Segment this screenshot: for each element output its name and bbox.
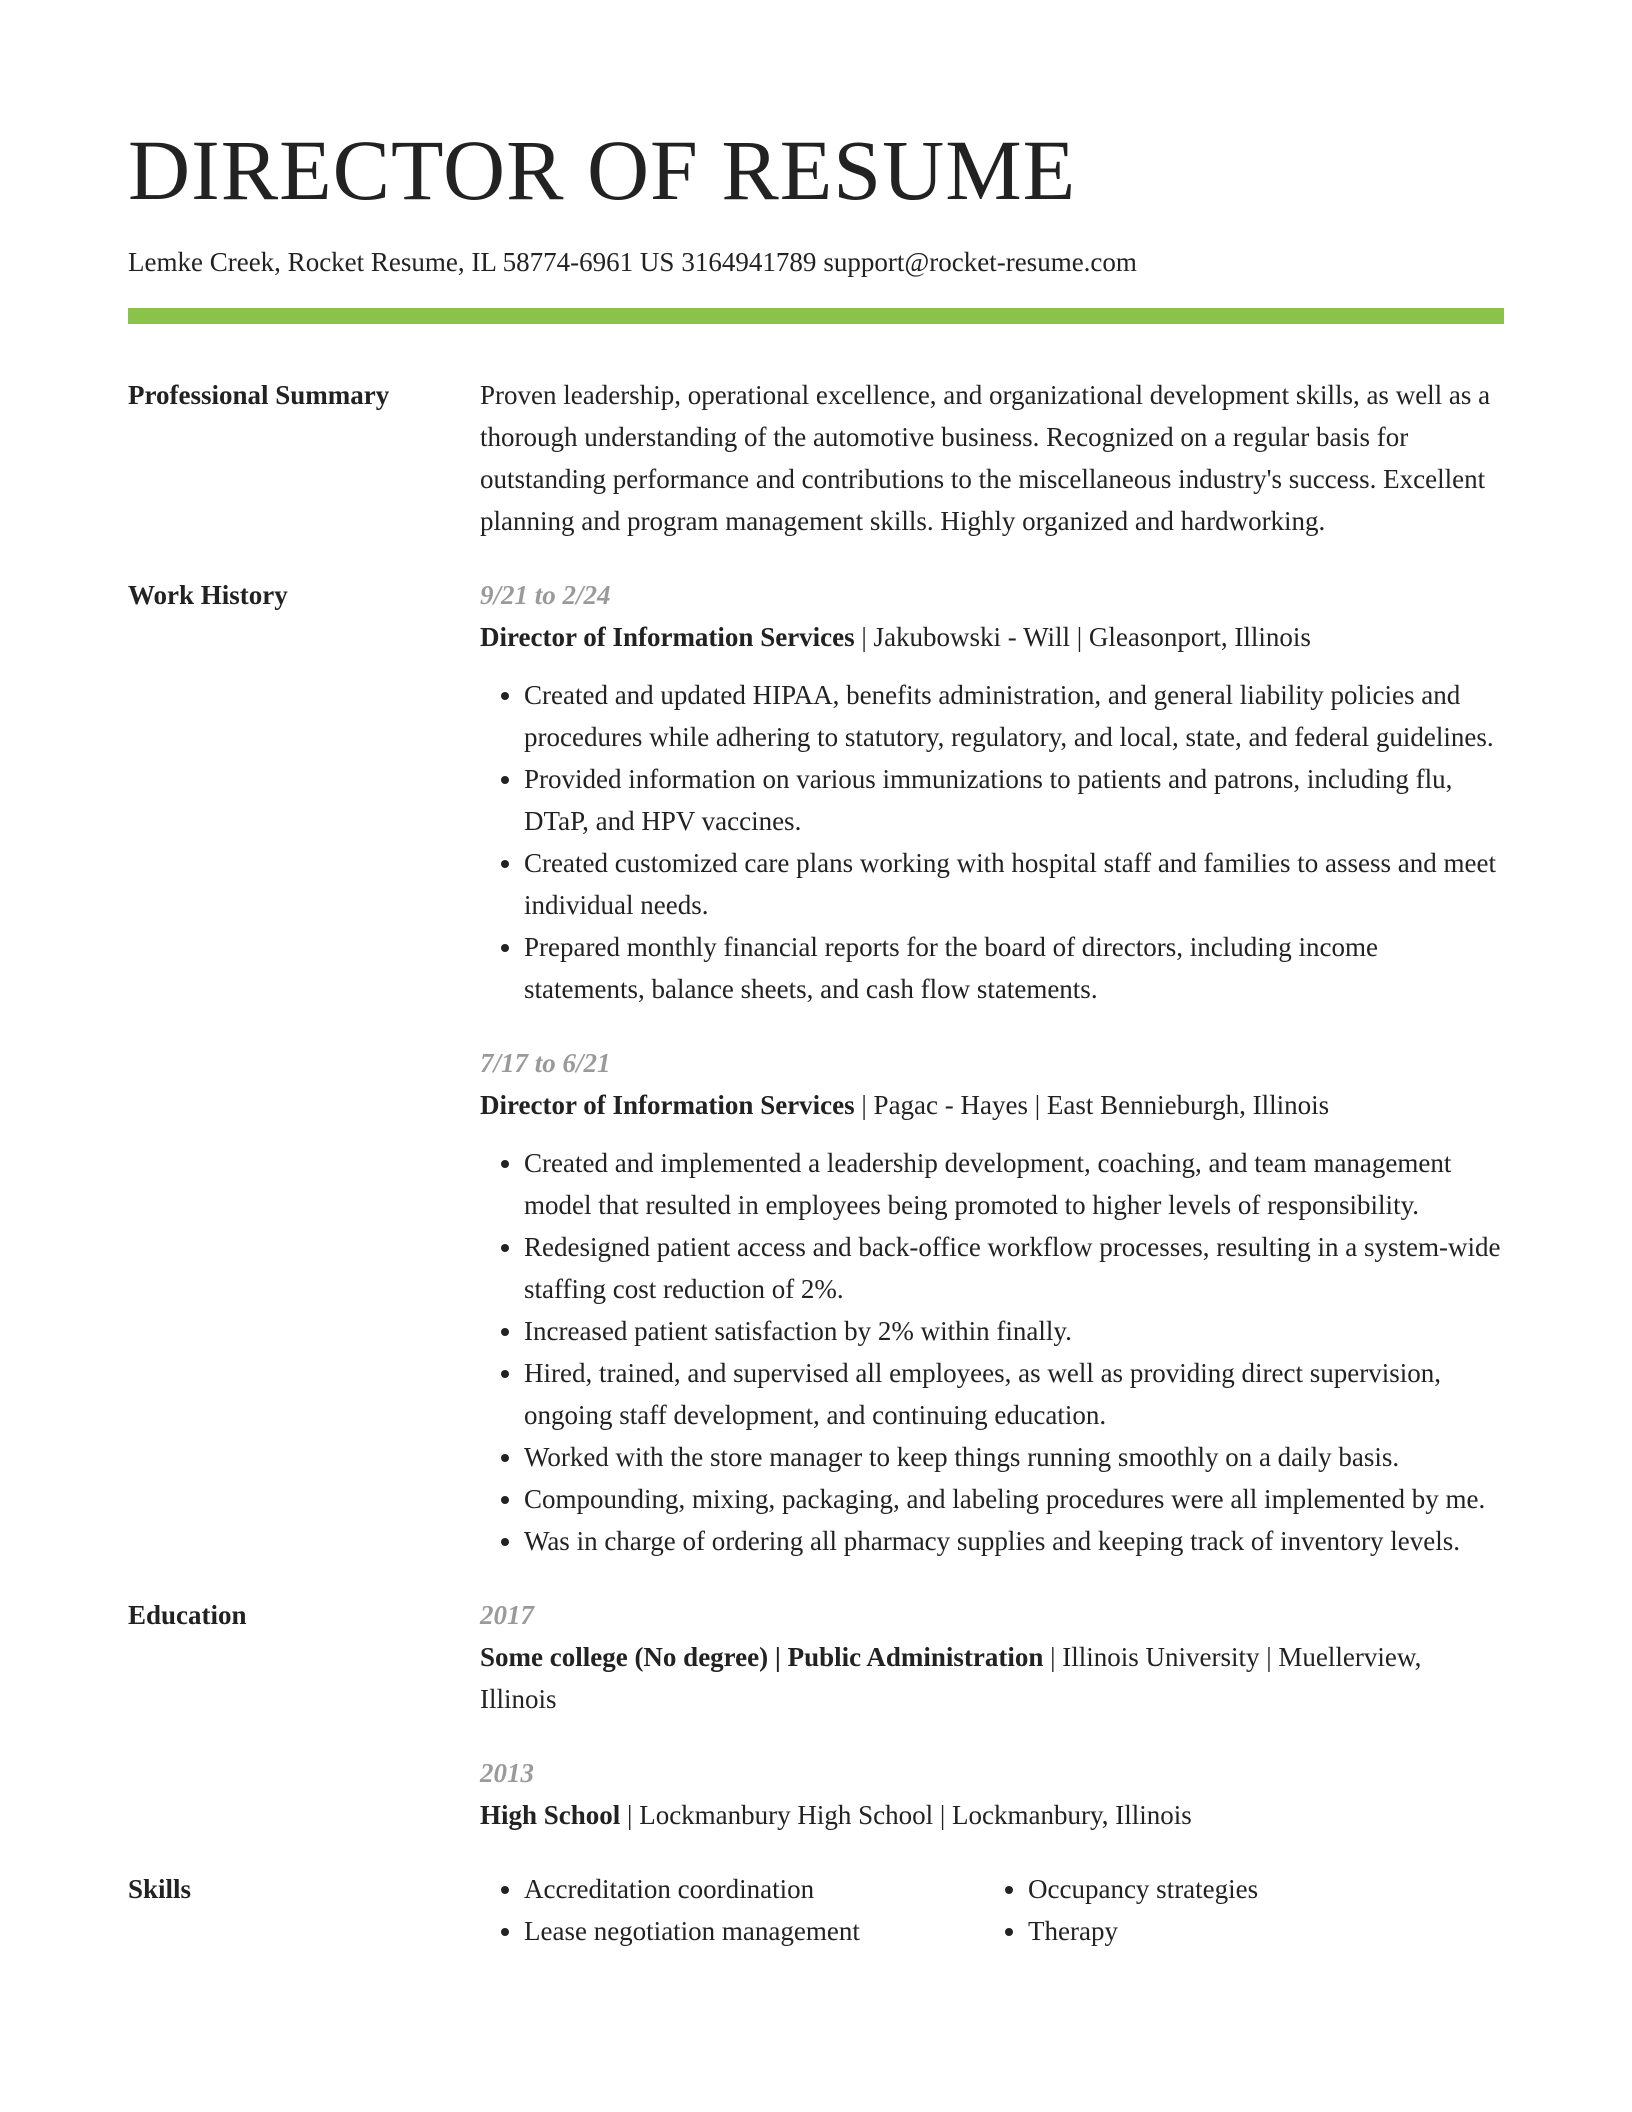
skills-body — [480, 1868, 1504, 1952]
skills-list-right — [984, 1868, 1488, 1952]
job-bullet: • Was in charge of ordering all pharmacy supplies and keeping track of inventory levels. — [524, 1520, 1504, 1562]
skills-section — [128, 1868, 1504, 1952]
resume-page — [128, 0, 1504, 1952]
job-bullet: • Provided information on various immunizations to patients and patrons, including flu, DTaP, and HPV vaccines. — [524, 758, 1504, 842]
contact-phone: 3164941789 — [681, 247, 817, 277]
job-bullet: • Prepared monthly financial reports for the board of directors, including income statements, balance sheets, and cash flow statements. — [524, 926, 1504, 1010]
education-entry — [480, 1752, 1504, 1836]
education-line — [480, 1636, 1504, 1720]
job-role-line — [480, 1084, 1504, 1126]
job-dates: 7/17 to 6/21 — [480, 1048, 611, 1078]
skills-list-left — [480, 1868, 984, 1952]
job-bullet: • Hired, trained, and supervised all employees, as well as providing direct supervision, ongoing staff development, and continuing education. — [524, 1352, 1504, 1436]
education-entry — [480, 1594, 1504, 1720]
contact-address: Lemke Creek, Rocket Resume, IL 58774-6961 US — [128, 247, 675, 277]
job-title: Director of Information Services — [480, 622, 855, 652]
job-bullet: • Created and updated HIPAA, benefits administration, and general liability policies and procedures while adhering to statutory, regulatory, and local, state, and federal guidelines. — [524, 674, 1504, 758]
education-section — [128, 1594, 1504, 1836]
education-details: | Lockmanbury High School | Lockmanbury, Illinois — [620, 1800, 1192, 1830]
skills-grid — [480, 1868, 1504, 1952]
work-history-heading: Work History — [128, 580, 288, 610]
job-bullet: • Worked with the store manager to keep things running smoothly on a daily basis. — [524, 1436, 1504, 1478]
education-body — [480, 1594, 1504, 1836]
skill-item: • Accreditation coordination — [524, 1868, 984, 1910]
job-role-line — [480, 616, 1504, 658]
education-heading: Education — [128, 1600, 247, 1630]
education-degree: High School — [480, 1800, 621, 1830]
job-details: | Pagac - Hayes | East Bennieburgh, Illinois — [854, 1090, 1330, 1120]
summary-section — [128, 374, 1504, 542]
work-history-section — [128, 574, 1504, 1562]
job-bullets — [480, 674, 1504, 1010]
job-entry — [480, 574, 1504, 1010]
job-title: Director of Information Services — [480, 1090, 855, 1120]
summary-heading: Professional Summary — [128, 380, 390, 410]
job-bullet: • Redesigned patient access and back-office workflow processes, resulting in a system-wide staffing cost reduction of 2%. — [524, 1226, 1504, 1310]
job-details: | Jakubowski - Will | Gleasonport, Illinois — [854, 622, 1311, 652]
job-bullet: • Increased patient satisfaction by 2% within finally. — [524, 1310, 1504, 1352]
education-year: 2013 — [480, 1758, 534, 1788]
education-details: | Illinois University | Muellerview, Illinois — [480, 1642, 1422, 1714]
job-bullet: • Created and implemented a leadership development, coaching, and team management model that resulted in employees being promoted to higher levels of responsibility. — [524, 1142, 1504, 1226]
job-entry — [480, 1042, 1504, 1562]
skills-heading: Skills — [128, 1874, 192, 1904]
job-bullet: • Compounding, mixing, packaging, and labeling procedures were all implemented by me. — [524, 1478, 1504, 1520]
skill-item: • Lease negotiation management — [524, 1910, 984, 1952]
candidate-name: DIRECTOR OF RESUME — [128, 122, 1077, 218]
header-divider — [128, 308, 1504, 324]
education-degree: Some college (No degree) | Public Administration — [480, 1642, 1044, 1672]
skill-item: • Therapy — [1028, 1910, 1488, 1952]
contact-email: support@rocket-resume.com — [823, 247, 1137, 277]
education-line — [480, 1794, 1504, 1836]
summary-text: Proven leadership, operational excellence, and organizational development skills, as well as a thorough understanding of the automotive business. Recognized on a regular basis for outstanding performance and contributions to the miscellaneous industry's success. Excellent planning and program management skills. Highly organized and hardworking. — [480, 380, 1491, 536]
job-dates: 9/21 to 2/24 — [480, 580, 611, 610]
skill-item: • Occupancy strategies — [1028, 1868, 1488, 1910]
contact-line — [128, 244, 1504, 280]
job-bullet: • Created customized care plans working with hospital staff and families to assess and meet individual needs. — [524, 842, 1504, 926]
job-bullets — [480, 1142, 1504, 1562]
education-year: 2017 — [480, 1600, 534, 1630]
work-history-body — [480, 574, 1504, 1562]
